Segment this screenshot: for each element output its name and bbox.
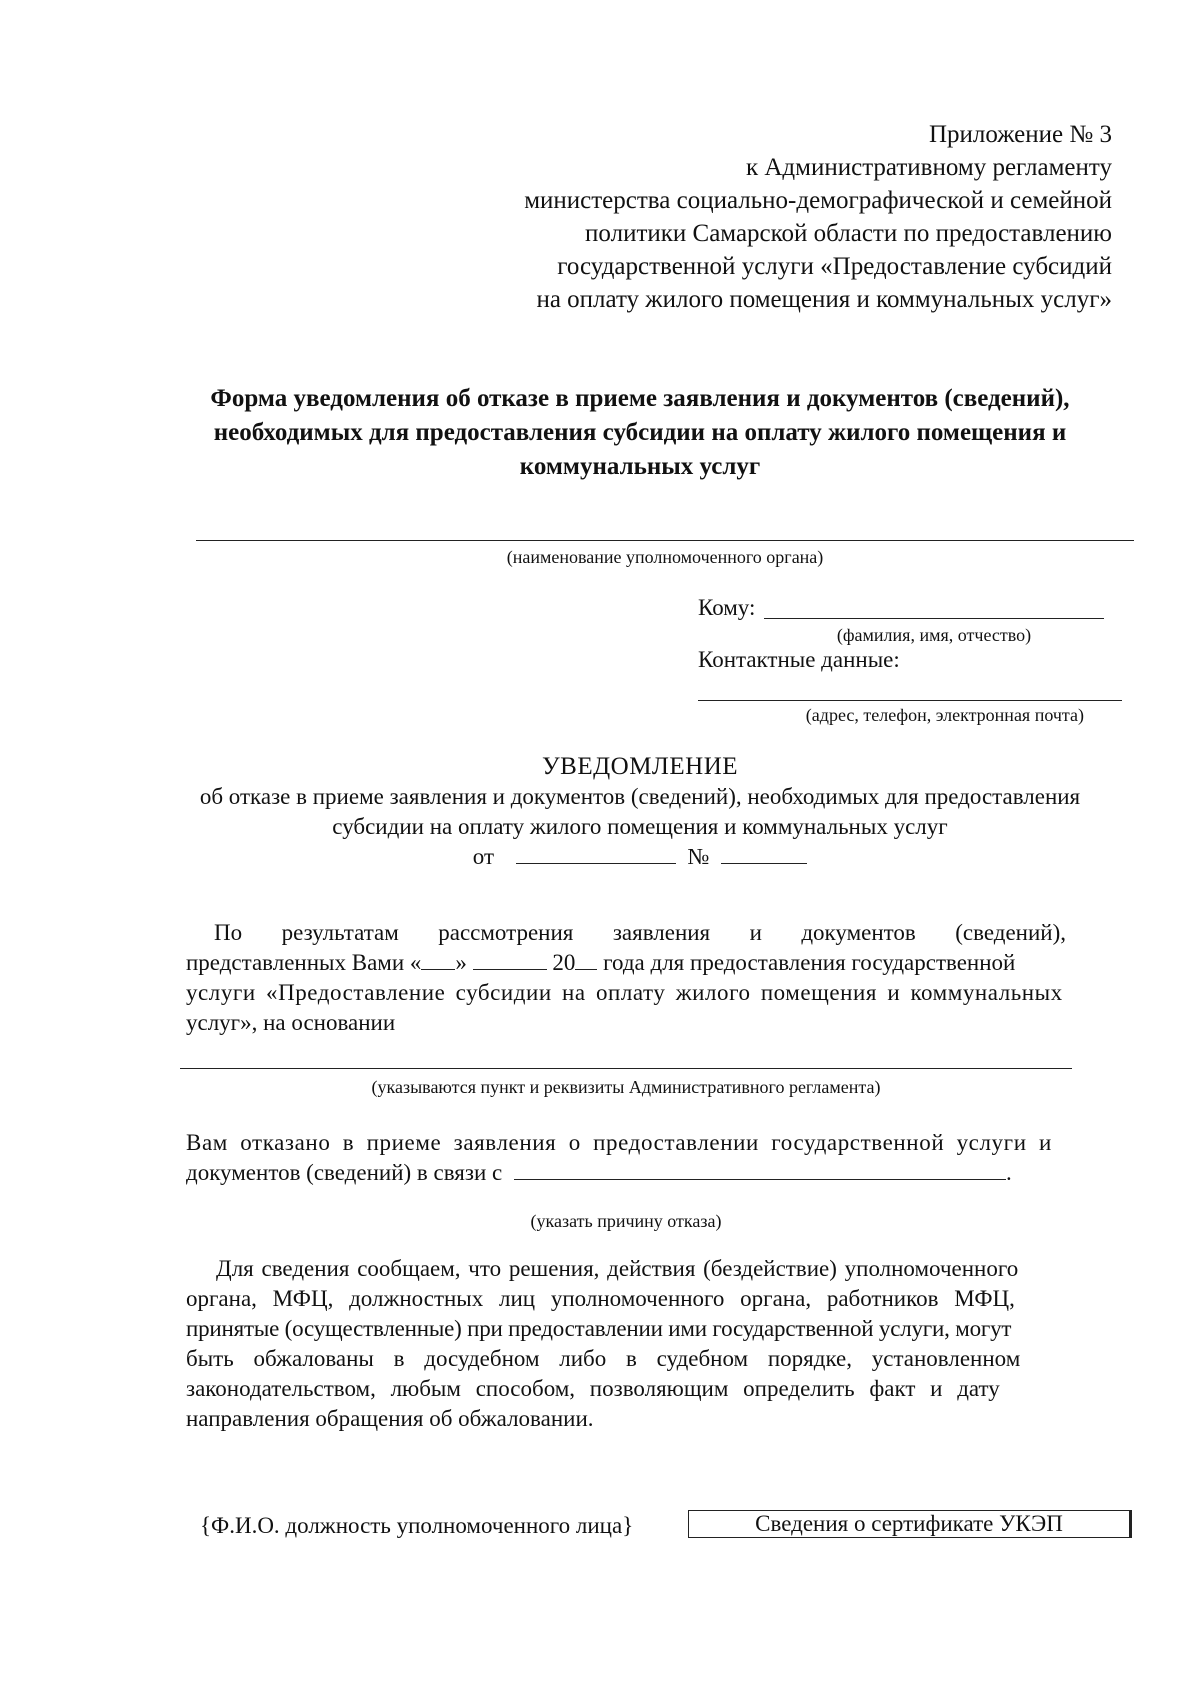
word: (сведений), (955, 920, 1066, 945)
word: документов (801, 920, 916, 945)
consideration-paragraph (186, 918, 1066, 1038)
appendix-line: государственной услуги «Предоставление субсидий (557, 253, 1112, 280)
notice-date-number-row (150, 842, 1130, 872)
form-title (170, 382, 1110, 484)
text-fragment: принятые (осуществленные) при предоставлении ими государственной услуги, могут (186, 1316, 1012, 1341)
text-fragment: представленных Вами « (186, 950, 422, 975)
text-fragment: законодательством, любым способом, позволяющим определить факт и дату (186, 1376, 1000, 1401)
paragraph-line (186, 1344, 1066, 1374)
appendix-header (524, 118, 1112, 316)
appeal-paragraph (186, 1254, 1066, 1434)
notice-heading-block (150, 752, 1130, 872)
title-line: необходимых для предоставления субсидии на оплату жилого помещения и (213, 419, 1067, 446)
number-blank (721, 843, 807, 864)
recipient-name-caption: (фамилия, имя, отчество) (836, 625, 1032, 645)
contacts-caption (698, 704, 1122, 726)
authority-name-line (196, 540, 1134, 541)
text-fragment: быть обжалованы в досудебном либо в судебном порядке, установленном (186, 1346, 1021, 1371)
to-label: Кому: (698, 595, 756, 620)
word: и (749, 920, 762, 945)
paragraph-line (186, 1158, 1066, 1188)
refusal-paragraph (186, 1128, 1066, 1188)
from-label: от (472, 844, 495, 869)
certificate-box (688, 1510, 1130, 1538)
date-blank (516, 843, 676, 864)
word: рассмотрения (438, 920, 574, 945)
paragraph-line (186, 1254, 1066, 1284)
paragraph-line (186, 948, 1066, 978)
title-line: коммунальных услуг (519, 453, 761, 480)
paragraph-line (186, 1314, 1066, 1344)
basis-caption: (указываются пункт и реквизиты Административного регламента) (371, 1077, 881, 1097)
certificate-label: Сведения о сертификате УКЭП (755, 1511, 1063, 1536)
paragraph-line (186, 1284, 1066, 1314)
appendix-line: политики Самарской области по предоставлению (585, 220, 1112, 247)
contacts-line (698, 700, 1122, 701)
title-line: Форма уведомления об отказе в приеме заявления и документов (сведений), (210, 385, 1070, 412)
basis-line (180, 1068, 1072, 1069)
appendix-line: Приложение № 3 (928, 121, 1112, 148)
year-blank (575, 949, 597, 970)
appendix-line: на оплату жилого помещения и коммунальных услуг» (536, 286, 1112, 313)
text-fragment: » (455, 950, 467, 975)
notice-subtitle-line: об отказе в приеме заявления и документов (сведений), необходимых для предоставления (199, 784, 1081, 809)
recipient-name-line (764, 618, 1104, 619)
number-label: № (687, 844, 710, 869)
contacts-caption-text: (адрес, телефон, электронная почта) (805, 705, 1084, 725)
authority-caption: (наименование уполномоченного органа) (506, 547, 824, 567)
paragraph-line (186, 918, 1066, 948)
word: По (214, 920, 243, 945)
year-prefix: 20 (552, 950, 576, 975)
word: заявления (612, 920, 711, 945)
paragraph-line (186, 978, 1066, 1008)
text-fragment: Для сведения сообщаем, что решения, действия (бездействие) уполномоченного (216, 1256, 1019, 1281)
month-blank (473, 949, 547, 970)
official-signature-placeholder: {Ф.И.О. должность уполномоченного лица} (200, 1513, 634, 1538)
text-fragment: услуги «Предоставление субсидии на оплату жилого помещения и коммунальных (186, 980, 1063, 1005)
paragraph-line (186, 1374, 1066, 1404)
text-fragment: года для предоставления государственной (603, 950, 1016, 975)
text-fragment: документов (сведений) в связи с (186, 1160, 503, 1185)
day-blank (421, 949, 455, 970)
text-fragment: органа, МФЦ, должностных лиц уполномоченного органа, работников МФЦ, (186, 1286, 1015, 1311)
paragraph-line: услуг», на основании (186, 1010, 396, 1035)
paragraph-line: направления обращения об обжаловании. (186, 1406, 594, 1431)
paragraph-line: Вам отказано в приеме заявления о предоставлении государственной услуги и (186, 1130, 1052, 1155)
appendix-line: министерства социально-демографической и семейной (524, 187, 1112, 214)
reason-caption: (указать причину отказа) (530, 1211, 722, 1231)
word: результатам (281, 920, 399, 945)
notice-subtitle-line: субсидии на оплату жилого помещения и коммунальных услуг (332, 814, 948, 839)
appendix-line: к Административному регламенту (745, 154, 1112, 181)
reason-blank (514, 1159, 1006, 1180)
notice-heading: УВЕДОМЛЕНИЕ (541, 753, 739, 780)
contacts-label: Контактные данные: (698, 647, 900, 672)
text-fragment: . (1005, 1160, 1012, 1185)
